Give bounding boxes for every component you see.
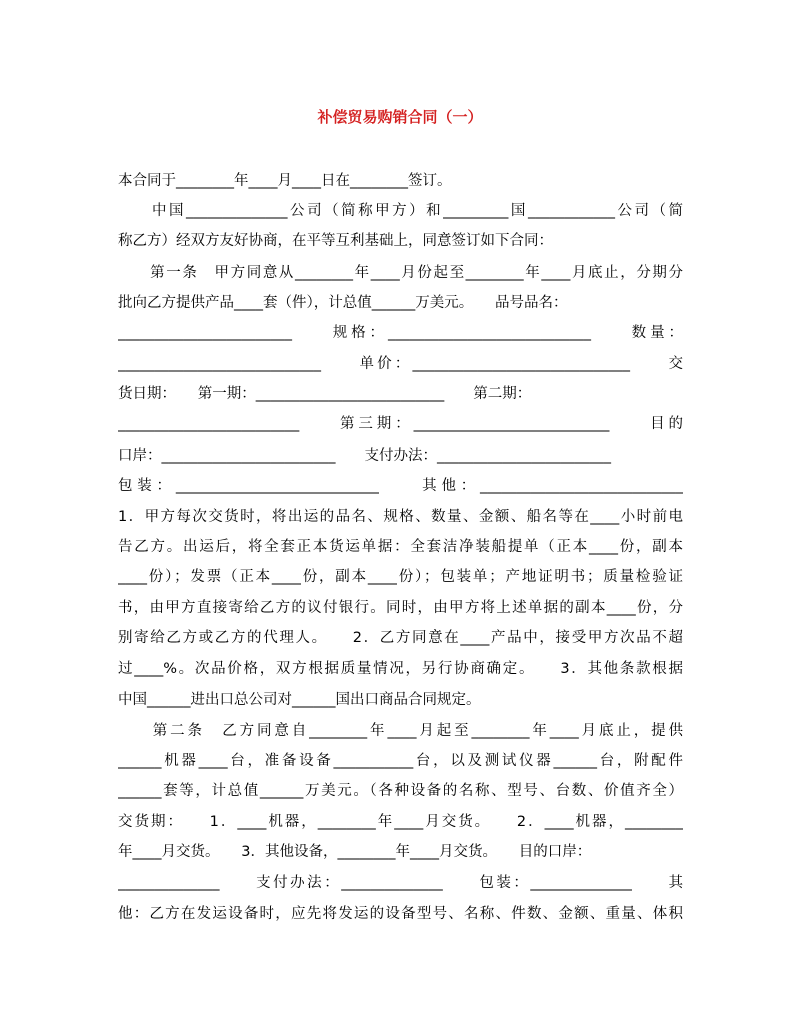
body-line: 包装：____________________________ 其他：____________________________: [118, 478, 683, 494]
body-line: 1．甲方每次交货时，将出运的品名、规格、数量、金额、船名等在____小时前电: [118, 509, 683, 525]
body-line: ______套等，计总值______万美元。（各种设备的名称、型号、台数、价值齐全）: [118, 783, 683, 799]
body-line: 口岸：________________________ 支付办法：________________________: [118, 448, 611, 464]
body-line: 第一条 甲方同意从________年____月份起至________年____月底止，分期分: [118, 265, 683, 281]
body-line: 告乙方。出运后，将全套正本货运单据：全套洁净装船提单（正本____份，副本: [118, 539, 683, 555]
body-line: 称乙方）经双方友好协商，在平等互利基础上，同意签订如下合同：: [118, 233, 553, 249]
body-line: 过____%。次品价格，双方根据质量情况，另行协商确定。 3．其他条款根据: [118, 661, 683, 677]
body-line: 中国______________公司（简称甲方）和_________国____________公司（简: [118, 203, 683, 219]
body-line: _________________________ 第三期：___________________________ 目的: [118, 416, 683, 432]
body-line: 货日期： 第一期：__________________________ 第二期：: [118, 386, 532, 402]
body-line: 他：乙方在发运设备时，应先将发运的设备型号、名称、件数、金额、重量、体积: [118, 906, 683, 922]
body-line: 批向乙方提供产品____套（件），计总值______万美元。 品号品名：: [118, 295, 568, 311]
body-line: 别寄给乙方或乙方的代理人。 2．乙方同意在____产品中，接受甲方次品不超: [118, 630, 683, 646]
body-line: ____份）；发票（正本____份，副本____份）；包装单；产地证明书；质量检验证: [118, 569, 683, 585]
body-line: 书，由甲方直接寄给乙方的议付银行。同时，由甲方将上述单据的副本____份，分: [118, 600, 683, 616]
body-line: ________________________ 规格：____________________________ 数量：: [118, 325, 683, 341]
body-line: 本合同于________年____月____日在________签订。: [118, 173, 452, 189]
body-line: ______机器____台，准备设备___________台，以及测试仪器______台，附配件: [118, 753, 683, 769]
body-line: 中国______进出口总公司对______国出口商品合同规定。: [118, 692, 481, 708]
body-line: ____________________________ 单价：______________________________ 交: [118, 356, 683, 372]
body-line: 交货期： 1．____机器，________年____月交货。 2．____机器，________: [118, 814, 683, 830]
contract-title: 补偿贸易购销合同（一）: [317, 108, 483, 126]
body-line: 年____月交货。 3．其他设备，________年____月交货。 目的口岸：: [118, 844, 592, 860]
body-line: ______________ 支付办法：______________ 包装：______________ 其: [118, 875, 683, 891]
body-line: 第二条 乙方同意自________年____月起至________年____月底止，提供: [118, 723, 683, 739]
